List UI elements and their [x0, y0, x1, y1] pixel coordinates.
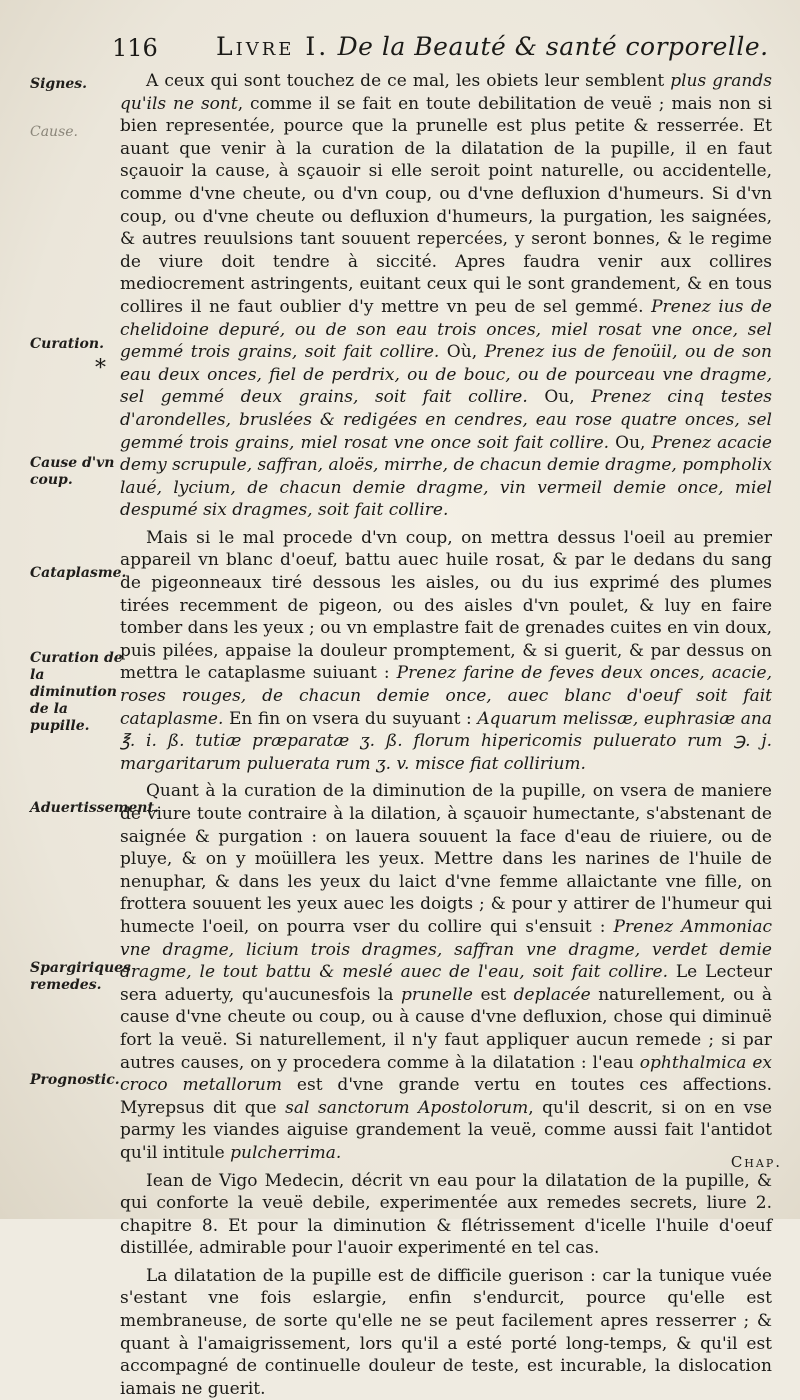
text-run: naturellement, ou à cause d'vne cheute ou coup, ou à cause d'vne defluxion, chose qui diminuë fort la veuë. Si naturellement, il n'y faut appliquer aucun remede ; si par autres causes, on y procedera comme à la dilatation : l'eau [120, 984, 772, 1073]
italic-text: Prenez ius de chelidoine depuré, ou de son eau trois onces, miel rosat vne once, sel gemmé trois grains, soit fait collire. [120, 296, 772, 363]
paragraph [120, 527, 772, 776]
text-run: Quant à la curation de la diminution de la pupille, on vsera de maniere de viure toute contraire à la dilation, à sçauoir humectante, s'abstenant de saignée & purgation : on lauera souuent la face d'eau de riuiere, ou de pluye, & on y moüillera les yeux. Mettre dans les narines de l'huile de nenuphar, & dans les yeux du laict d'vne femme allaictante vne fille, on frottera souuent les yeux auec les doigts ; & pour y attirer de l'humeur qui humecte l'oeil, on pourra vser du collire qui s'ensuit : [120, 781, 772, 937]
margin-note-cause-coup: Cause d'vn coup. [30, 455, 115, 488]
italic-text: Prenez farine de feves deux onces, acacie, roses rouges, de chacun demie once, auec blanc d'oeuf soit fait cataplasme. [120, 663, 772, 729]
text-run: Ou, [609, 432, 652, 453]
italic-text: deplacée [513, 984, 591, 1005]
italic-text: prunelle [401, 984, 473, 1005]
text-run: , comme il se fait en toute debilitation de veuë ; mais non si bien representée, pource que la prunelle est plus petite & resserrée. Et auant que venir à la curation de la dilatation de la pupille, il en faut sçauoir la cause, à sçauoir si elle seroit point naturelle, ou accidentelle, comme d'vne cheute, ou d'vn coup, ou d'vne defluxion d'humeurs. Si d'vn coup, ou d'vne cheute ou defluxion d'humeurs, la purgation, les saignées, & autres reuulsions tant souuent repercées, y seront bonnes, & le regime de viure doit tendre à siccité. Apres faudra venir aux collires mediocrement astringents, euitant ceux qui le sont grandement, & en tous collires il ne faut oublier d'y mettre vn peu de sel gemmé. [120, 93, 772, 317]
italic-text: plus grands qu'ils ne sont [120, 71, 772, 114]
text-run: , qu'il descrit, si on en vse parmy les viandes aiguise grandement la veuë, comme aussi fait l'antidot qu'il intitule [120, 1097, 773, 1163]
text-run: est [472, 984, 514, 1005]
running-title [216, 32, 769, 61]
page-number: 116 [112, 34, 158, 62]
margin-note-cause: Cause. [30, 124, 78, 140]
margin-note-prognostic: Prognostic. [30, 1072, 120, 1088]
margin-note-signes: Signes. [30, 76, 88, 92]
text-run: A ceux qui sont touchez de ce mal, les obiets leur semblent [146, 71, 671, 91]
italic-text: ophthalmica ex croco metallorum [120, 1052, 772, 1096]
text-run: Ou, [527, 387, 592, 408]
margin-note-cataplasme: Cataplasme. [30, 565, 127, 581]
text-run: Mais si le mal procede d'vn coup, on mettra dessus l'oeil au premier appareil vn blanc d'oeuf, battu auec huile rosat, & par le dedans du sang de pigeonneaux tiré dessous les aisles, ou du ius exprimé des plumes tirées recemment de pigeon, ou des aisles d'vn poulet, & luy en faire tomber dans les yeux ; ou vn emplastre fait de grenades cuites en vin doux, puis pilées, appaise la douleur promptement, & si guerit, & par dessus on mettra le cataplasme suiuant : [120, 527, 772, 684]
book-label: Livre I. [216, 32, 330, 61]
text-run: est d'vne grande vertu en toutes ces affections. Myrepsus dit que [120, 1075, 772, 1118]
body-text [120, 70, 772, 1400]
paragraph [120, 780, 772, 1164]
text-run: Le Lecteur sera aduerty, qu'aucunesfois la [120, 962, 772, 1005]
running-header [112, 32, 792, 68]
chapter-title: De la Beauté & santé corporelle. [337, 32, 769, 61]
catchword: Chap. [730, 1153, 782, 1171]
italic-text: Aquarum melissæ, euphrasiæ ana ℥. i. ß. tutiæ præparatæ ʒ. ß. florum hipericomis puluerato rum ℈. j. margaritarum puluerata rum ʒ. v. misce fiat collirium. [120, 708, 772, 774]
italic-text: Prenez Ammoniac vne dragme, licium trois dragmes, saffran vne dragme, verdet demie dragme, le tout battu & meslé auec de l'eau, soit fait collire. [120, 916, 772, 983]
italic-text: sal sanctorum Apostolorum [285, 1097, 529, 1118]
paragraph [120, 1265, 772, 1400]
italic-text: Prenez ius de fenoüil, ou de son eau deux onces, fiel de perdrix, ou de bouc, ou de pourceau vne dragme, sel gemmé deux grains, soit fait collire. [120, 342, 772, 408]
text-run: En fin on vsera du suyuant : [223, 708, 478, 729]
italic-text: Prenez acacie demy scrupule, saffran, aloës, mirrhe, de chacun demie dragme, pompholix laué, lycium, de chacun demie dragme, vin vermeil demie once, miel despumé six dragmes, soit fait collire. [120, 432, 772, 521]
italic-text: Prenez cinq testes d'arondelles, bruslées & redigées en cendres, eau rose quatre onces, sel gemmé trois grains, miel rosat vne once soit fait collire. [120, 387, 773, 453]
margin-note-curation-diminution: Curation de la diminution de la pupille. [30, 650, 123, 734]
italic-text: pulcherrima. [230, 1142, 342, 1163]
margin-note-spargiriques: Spargiriques remedes. [30, 960, 131, 993]
margin-note-aduertissement: Aduertissement. [30, 800, 159, 816]
asterisk-mark: * [95, 356, 106, 381]
text-run: Où, [439, 342, 485, 363]
paragraph [120, 1170, 772, 1260]
text-run: La dilatation de la pupille est de difficile guerison : car la tunique vuée s'estant vne fois eslargie, enfin s'endurcit, pource qu'elle est membraneuse, de sorte qu'elle ne se peut facilement apres resserrer ; & quant à l'amaigrissement, lors qu'il a esté porté long-temps, & qu'il est accompagné de continuelle douleur de teste, est incurable, la dislocation iamais ne guerit. [120, 1265, 772, 1399]
text-run: Iean de Vigo Medecin, décrit vn eau pour la dilatation de la pupille, & qui conforte la veuë debile, experimentée aux remedes secrets, liure 2. chapitre 8. Et pour la diminution & flétrissement d'icelle l'huile d'oeuf distillée, admirable pour l'auoir experimenté en tel cas. [120, 1170, 772, 1259]
paragraph [120, 70, 772, 522]
margin-note-curation: Curation. [30, 336, 104, 352]
